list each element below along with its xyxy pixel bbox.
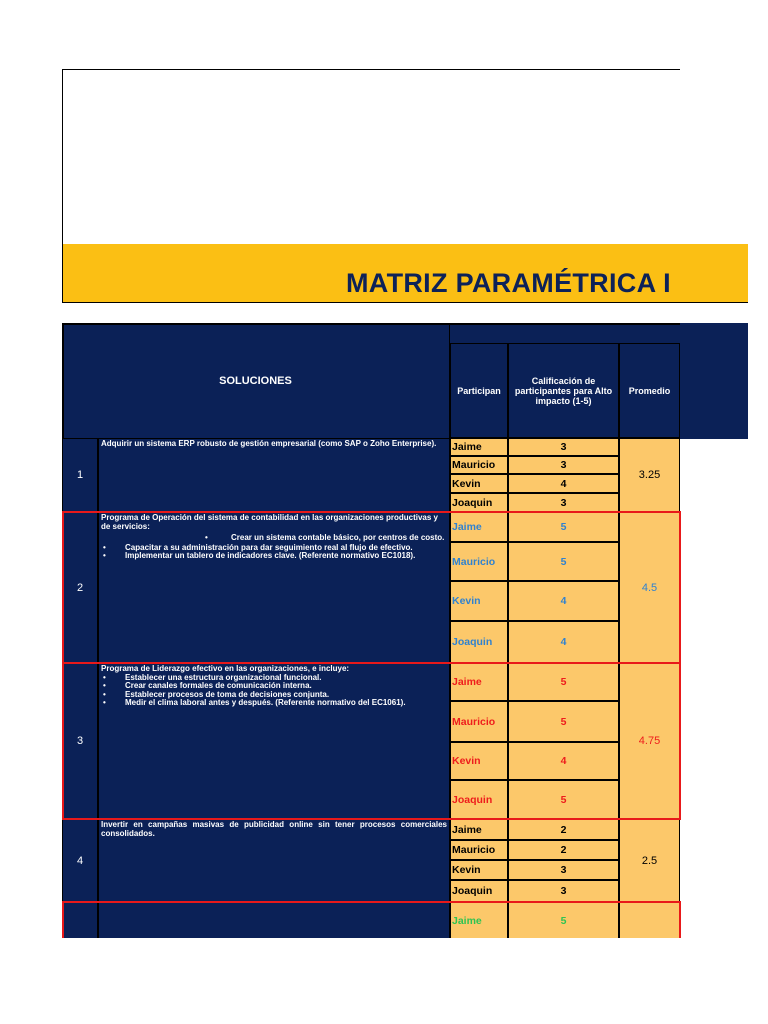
solution-description: Invertir en campañas masivas de publicidad online sin tener procesos comerciales consolidados. xyxy=(98,819,450,902)
header-soluciones: SOLUCIONES xyxy=(62,323,450,439)
participant-name: Kevin xyxy=(450,742,508,780)
page-title: MATRIZ PARAMÉTRICA I xyxy=(346,268,671,298)
header-promedio: Promedio xyxy=(619,343,680,438)
participant-score: 2 xyxy=(508,840,619,860)
header-participan: Participan xyxy=(450,343,508,438)
description-bullet: • Implementar un tablero de indicadores clave. (Referente normativo EC1018). xyxy=(101,552,447,561)
row-number: 4 xyxy=(62,819,98,902)
participant-score: 5 xyxy=(508,780,619,819)
solution-description xyxy=(98,663,450,819)
participant-score: 3 xyxy=(508,438,619,456)
solution-description xyxy=(98,512,450,663)
participant-name: Jaime xyxy=(450,819,508,840)
participant-score: 4 xyxy=(508,621,619,663)
participant-score: 5 xyxy=(508,902,619,938)
participant-score: 4 xyxy=(508,742,619,780)
participant-score: 5 xyxy=(508,542,619,581)
row-number: 1 xyxy=(62,438,98,512)
participant-name: Mauricio xyxy=(450,542,508,581)
description-bullet: • Establecer procesos de toma de decisiones conjunta. xyxy=(101,691,447,700)
description-bullet: • Crear canales formales de comunicación interna. xyxy=(101,682,447,691)
participant-name: Joaquin xyxy=(450,493,508,512)
solution-description: Adquirir un sistema ERP robusto de gestión empresarial (como SAP o Zoho Enterprise). xyxy=(98,438,450,512)
participant-name: Joaquin xyxy=(450,621,508,663)
participant-name: Mauricio xyxy=(450,456,508,474)
participant-name: Kevin xyxy=(450,860,508,880)
header-extension xyxy=(680,323,748,439)
participant-name: Jaime xyxy=(450,902,508,938)
participant-score: 3 xyxy=(508,860,619,880)
participant-score: 5 xyxy=(508,512,619,542)
average-value: 2.5 xyxy=(619,819,680,902)
header-box xyxy=(62,69,680,245)
solution-description xyxy=(98,902,450,938)
participant-score: 2 xyxy=(508,819,619,840)
participant-name: Joaquin xyxy=(450,780,508,819)
description-bullet: • Capacitar a su administración para dar seguimiento real al flujo de efectivo. xyxy=(101,544,447,553)
row-number: 2 xyxy=(62,512,98,663)
description-bullet: • Establecer una estructura organizacional funcional. xyxy=(101,674,447,683)
participant-name: Jaime xyxy=(450,512,508,542)
participant-name: Joaquin xyxy=(450,880,508,902)
participant-score: 5 xyxy=(508,663,619,701)
description-bullet: • Crear un sistema contable básico, por centros de costo. xyxy=(101,534,447,543)
row-number: 3 xyxy=(62,663,98,819)
participant-name: Kevin xyxy=(450,581,508,621)
description-bullet: • Medir el clima laboral antes y después. (Referente normativo del EC1061). xyxy=(101,699,447,708)
participant-score: 3 xyxy=(508,493,619,512)
participant-score: 4 xyxy=(508,474,619,493)
participant-name: Mauricio xyxy=(450,840,508,860)
participant-name: Jaime xyxy=(450,438,508,456)
description-intro: Programa de Liderazgo efectivo en las organizaciones, e incluye: xyxy=(101,664,350,673)
participant-score: 3 xyxy=(508,456,619,474)
participant-score: 4 xyxy=(508,581,619,621)
participant-name: Kevin xyxy=(450,474,508,493)
participant-name: Mauricio xyxy=(450,701,508,742)
average-value: 4.5 xyxy=(619,512,680,663)
average-value xyxy=(619,902,680,938)
participant-score: 5 xyxy=(508,701,619,742)
header-calificacion: Calificación de participantes para Alto impacto (1-5) xyxy=(508,343,619,438)
row-number xyxy=(62,902,98,938)
description-intro: Programa de Operación del sistema de contabilidad en las organizaciones productivas y de servicios: xyxy=(101,513,438,531)
participant-score: 3 xyxy=(508,880,619,902)
average-value: 3.25 xyxy=(619,438,680,512)
participant-name: Jaime xyxy=(450,663,508,701)
average-value: 4.75 xyxy=(619,663,680,819)
